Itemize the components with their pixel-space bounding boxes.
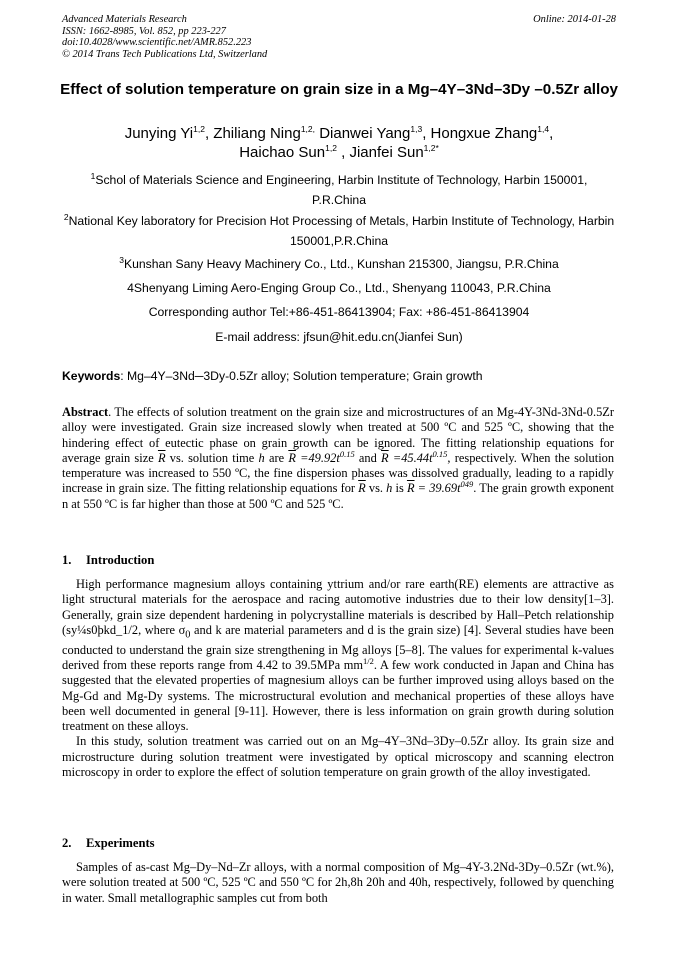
symbol-h: h bbox=[386, 481, 393, 496]
keywords-label: Keywords bbox=[62, 369, 121, 383]
experiments-paragraph-1: Samples of as-cast Mg–Dy–Nd–Zr alloys, with a normal composition of Mg–4Y-3.2Nd-3Dy–0.5Zr (wt.%), were solution treated at 500 ºC, 525 ºC and 550 ºC for 2h,8h 20h and 40h, respectively, followed by quenching in water. Small metallographic samples cut from both bbox=[62, 860, 614, 905]
equation-3: = 39.69t bbox=[414, 481, 461, 496]
symbol-r: $\overline{R}$ bbox=[157, 450, 166, 465]
abstract-text: and bbox=[354, 450, 382, 465]
keywords bbox=[62, 369, 616, 384]
intro-text: High performance magnesium alloys containing yttrium and/or rare earth(RE) elements are attractive as light structural materials for the aerospace and racing automotive industries due to their low density[1–3]. Generally, grain size dependent hardening in polycrystalline materials is described by Hall–Petch relationship (sy¼s0þkd_1/2, where σ bbox=[62, 577, 614, 637]
section-heading-introduction bbox=[62, 553, 154, 568]
affil-text: Kunshan Sany Heavy Machinery Co., Ltd., Kunshan 215300, Jiangsu, P.R.China bbox=[124, 257, 559, 271]
abstract-text: is bbox=[392, 481, 407, 496]
symbol-r: $\overline{R}$ bbox=[406, 481, 415, 496]
journal-name: Advanced Materials Research bbox=[62, 14, 187, 25]
abstract-text: vs. solution time bbox=[165, 450, 259, 465]
abstract-text: are bbox=[264, 450, 289, 465]
corresponding-author: Corresponding author Tel:+86-451-86413904; Fax: +86-451-86413904 bbox=[148, 305, 530, 319]
author-name: Dianwei Yang bbox=[319, 125, 411, 142]
equation-1: =49.92t bbox=[295, 450, 340, 465]
issn-line: ISSN: 1662-8985, Vol. 852, pp 223-227 bbox=[62, 25, 226, 37]
journal-header bbox=[62, 14, 616, 60]
abstract-label: Abstract bbox=[62, 405, 109, 419]
symbol-r: $\overline{R}$ bbox=[381, 450, 389, 465]
abstract-text: , respectively. When the solution temperature was increased to 550 ºC, the fine dispersion phases was dissolved gradually, leading to a rapidly increase in grain size. The fitting relationship equations for bbox=[62, 450, 615, 496]
intro-text: and k are material parameters and d is the grain size) [4]. Several studies have been conducted to understand the grain size strengthening in Mg alloys [5–8]. The values for experimental k-values derived from these reports range from 4.42 to 39.5MPa mm bbox=[62, 622, 614, 672]
symbol-r: $\overline{R}$ bbox=[358, 481, 366, 496]
section-number: 1. bbox=[62, 553, 72, 567]
author-affil-mark: 1,2 bbox=[193, 124, 205, 134]
author-affil-mark: 1,3 bbox=[410, 124, 423, 134]
subscript: 0 bbox=[185, 629, 191, 641]
intro-text: . A few work conducted in Japan and China has suggested that the elevated properties of magnesium alloys can be further improved using alloys based on the Mg-Gd and Mg-Dy systems. The microstructural evolution and mechanical properties of these alloys have been well documented in general [9-11]. However, there is less information on grain growth during solution treatment on these alloys. bbox=[62, 657, 614, 734]
affil-mark: 2 bbox=[63, 211, 69, 222]
intro-paragraph-2: In this study, solution treatment was carried out on an Mg–4Y–3Nd–3Dy–0.5Zr alloy. Its grain size and microstructure during solution treatment were investigated by optical microscopy and scanning electron microscopy in order to explore the effect of solution temperature on grain growth of the alloy investigated. bbox=[62, 734, 614, 780]
author-name: Junying Yi bbox=[124, 125, 194, 142]
author-name: Jianfei Sun bbox=[349, 143, 424, 161]
author-affil-mark: 1,2, bbox=[300, 124, 316, 134]
affil-mark: 3 bbox=[119, 254, 124, 265]
author-name: Zhiliang Ning bbox=[213, 125, 301, 142]
online-date: Online: 2014-01-28 bbox=[533, 14, 616, 25]
affil-text: National Key laboratory for Precision Hot Processing of Metals, Harbin Institute of Technology, Harbin 150001,P.R.China bbox=[68, 214, 615, 248]
symbol-r: $\overline{R}$ bbox=[288, 450, 296, 465]
author-list: Junying Yi$^{1,2}$, Zhiliang Ning$^{1,2,}$ Dianwei Yang$^{1,3}$, Hongxue Zhang$^{1,4}$, Haichao Sun$^{1,2}$ , Jianfei Sun$^{1,2*}$ bbox=[124, 124, 554, 161]
affiliation-4: 4Shenyang Liming Aero-Enging Group Co., Ltd., Shenyang 110043, P.R.China bbox=[127, 281, 551, 295]
introduction-body bbox=[62, 577, 614, 780]
equation-2: =45.44t bbox=[388, 450, 433, 465]
equation-2-exponent: 0.15 bbox=[432, 448, 448, 459]
paper-title: Effect of solution temperature on grain size in a Mg–4Y–3Nd–3Dy –0.5Zr alloy bbox=[60, 81, 618, 98]
author-affil-mark: 1,2* bbox=[423, 142, 439, 153]
author-affil-mark: 1,4 bbox=[537, 124, 550, 134]
author-name: Haichao Sun bbox=[239, 143, 326, 161]
section-number: 2. bbox=[62, 836, 72, 850]
abstract-text: . The effects of solution treatment on the grain size and microstructures of an Mg-4Y-3Nd-3Nd-0.5Zr alloy were investigated. Grain size increased slowly when treated at 500 ºC and 525 ºC, showing that the hindering effect of eutectic phase on grain growth can be ignored. The fitting relationship equations for average grain size bbox=[62, 405, 614, 465]
affil-mark: 1 bbox=[90, 170, 96, 181]
affiliation-3 bbox=[62, 255, 616, 275]
abstract bbox=[62, 405, 614, 512]
equation-3-exponent: 049 bbox=[460, 479, 474, 490]
abstract-text: . The grain growth exponent n at 550 ºC is far higher than those at 500 ºC and 525 ºC. bbox=[62, 481, 615, 511]
superscript: 1/2 bbox=[363, 655, 374, 666]
keywords-text: : Mg–4Y–3Nd─3Dy-0.5Zr alloy; Solution temperature; Grain growth bbox=[120, 369, 483, 383]
affiliation-1 bbox=[62, 171, 616, 210]
abstract-text: vs. bbox=[365, 481, 387, 496]
email-address: E-mail address: jfsun@hit.edu.cn(Jianfei Sun) bbox=[215, 330, 463, 344]
author-name: Hongxue Zhang bbox=[430, 125, 538, 142]
affil-text: Schol of Materials Science and Engineering, Harbin Institute of Technology, Harbin 150001, P.R.China bbox=[95, 173, 588, 207]
intro-paragraph-1 bbox=[62, 577, 614, 734]
section-title: Experiments bbox=[86, 836, 155, 850]
affiliation-2 bbox=[62, 212, 616, 251]
symbol-h: h bbox=[258, 450, 265, 465]
equation-1-exponent: 0.15 bbox=[339, 448, 355, 459]
doi-line: doi:10.4028/www.scientific.net/AMR.852.223 bbox=[62, 37, 252, 48]
author-affil-mark: 1,2 bbox=[325, 142, 337, 153]
copyright-line: © 2014 Trans Tech Publications Ltd, Switzerland bbox=[62, 48, 268, 60]
section-heading-experiments bbox=[62, 836, 155, 851]
experiments-body bbox=[62, 860, 614, 906]
section-title: Introduction bbox=[86, 553, 155, 567]
